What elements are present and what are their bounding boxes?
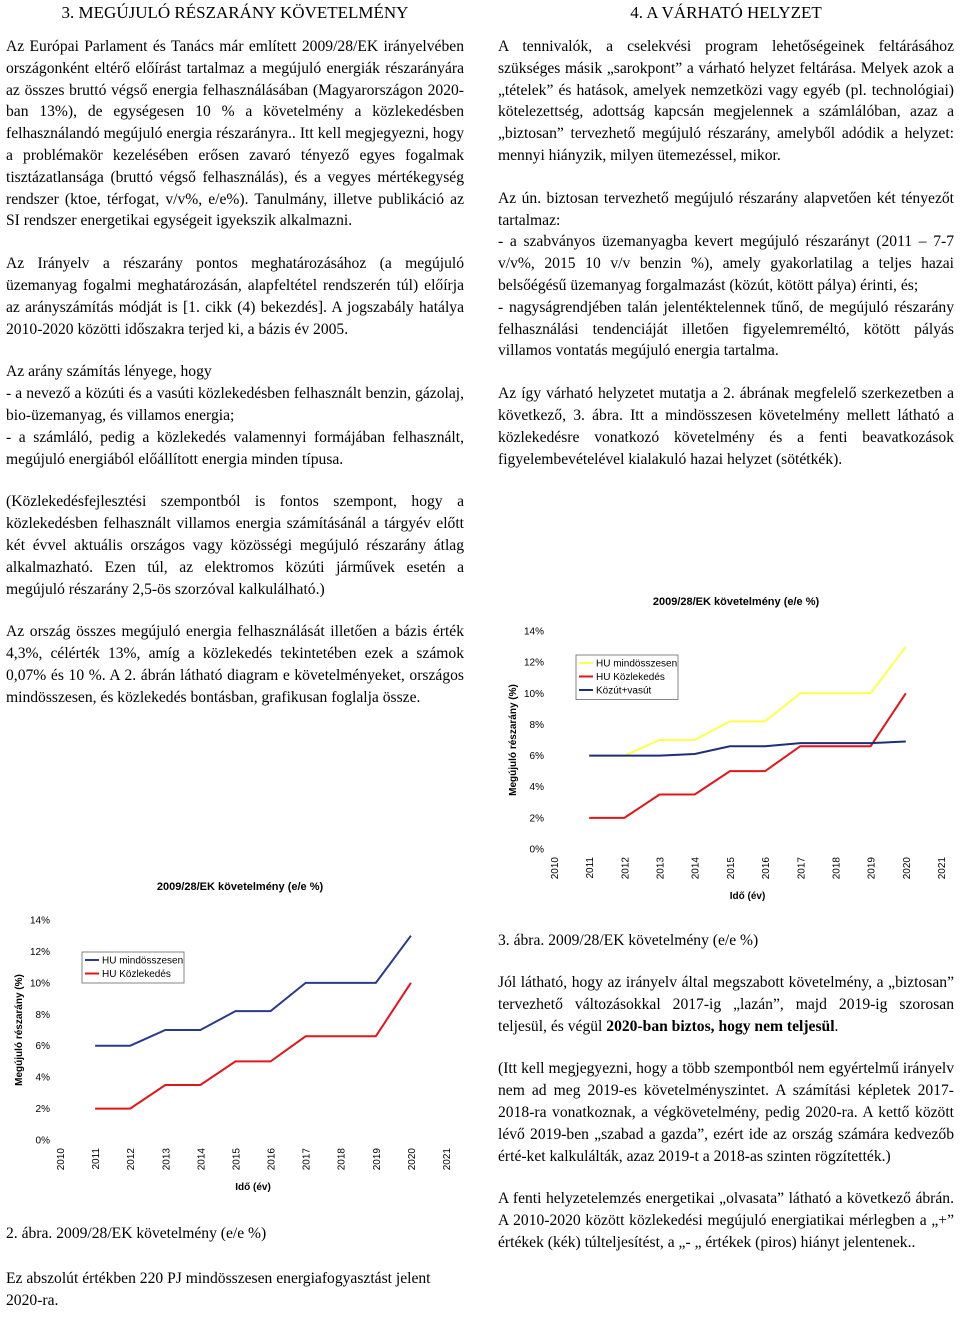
paragraph: (Itt kell megjegyezni, hogy a több szempontból nem egyértelmű irányelv nem ad meg 2019-es követelményszintet. A számítási képletek 2017-2018-ra vonatkoznak, a végkövetelmény, pedig 2020-ra. A kettő között lévő 2019-ben „szabad a gazda”, ezért ide az ország számára kedvezőb érté-ket kalkulálták, azaz 2019-t a 2018-as szinten rögzítették.) [498,1060,954,1165]
x-tick-label: 2016 [266,1148,278,1171]
x-tick-label: 2011 [585,857,597,879]
x-tick-label: 2017 [301,1148,313,1171]
paragraph [498,972,954,1037]
x-tick-label: 2013 [655,857,667,880]
paragraph: A tennivalók, a cselekvési program lehetőségeinek feltárásához szükséges másik „sarokpont” a várható helyzet feltárása. Melyek azok a „tételek” és hatások, amelyek nemzetközi vagy egyéb (pl. technológiai) kötelezettség, adottság kapcsán megjelennek a számlálóban, azaz a „biztosan” tervezhető megújuló részarány, amelyből adódik a helyzet: mennyi hiányzik, milyen ütemezéssel, mikor. [498,38,954,164]
paragraph: Ez abszolút értékben 220 PJ mindösszesen energiafogyasztást jelent 2020-ra. [6,1270,431,1309]
x-tick-label: 2019 [866,857,878,880]
x-tick-label: 2020 [406,1148,418,1171]
paragraph: - a számláló, pedig a közlekedés valamennyi formájában felhasznált, megújuló energiából előállított energia minden típusa. [6,428,464,468]
x-tick-label: 2020 [901,857,913,880]
paragraph: Az így várható helyzetet mutatja a 2. ábrának megfelelő szerkezetben a következő, 3. ábra. Itt a mindösszesen követelmény mellett látható a közlekedésre vonatkozó követelmény és a fenti beavatkozások figyelembevételével kialakuló hazai helyzet (sötétkék). [498,385,954,468]
paragraph: (Közlekedésfejlesztési szempontból is fontos szempont, hogy a közlekedésben felhasznált villamos energia számításánál a tárgyév előtt két évvel aktuális országos vagy közösségi megújuló részarány átlag alkalmazható. Ezen túl, az elektromos közúti járművek esetén a megújuló részarány 2,5-ös szorzóval kalkulálható.) [6,493,464,598]
x-tick-label: 2014 [690,857,702,880]
series-line [589,742,906,756]
y-tick-label: 14% [29,915,50,927]
legend-label: HU mindösszesen [102,955,184,967]
y-tick-label: 6% [35,1041,50,1053]
paragraph: - a nevező a közúti és a vasúti közlekedésben felhasznált benzin, gázolaj, bio-üzemanyag, és villamos energia; [6,385,464,424]
chart-svg [0,872,470,1197]
x-tick-label: 2015 [725,857,737,880]
paragraph-text: . [834,1017,839,1035]
right-column [498,0,954,470]
y-tick-label: 10% [523,688,544,700]
paragraph: Az Európai Parlament és Tanács már említett 2009/28/EK irányelvében országonként eltérő előírást tartalmaz a megújuló energiák részarányára az összes bruttó végső energia felhasználásában (Magyarországon 2020-ban 13%), de egységesen 10 % a követelmény a közlekedésben felhasználandó megújuló energia részarányra.. Itt kell megjegyezni, hogy a problémakör kezelésében erősen zavaró tényező egyes fogalmak tisztázatlansága (bruttó végső felhasználás), és a vegyes mértékegység rendszer (ktoe, térfogat, v/v%, e/e%). Tanulmány, illetve publikáció az SI rendszer energetikai egységeit igyekszik alkalmazni. [6,38,464,230]
chart-title: 2009/28/EK követelmény (e/e %) [652,596,820,608]
paragraph: A fenti helyzetelemzés energetikai „olvasata” látható a következő ábrán. A 2010-2020 között közlekedési megújuló energiatikai mérlegben a „+” értékek (kék) túlteljesítést, a „- „ értékek (piros) hiányt jelentenek.. [498,1190,954,1251]
right-lower-text [498,972,954,1254]
x-tick-label: 2012 [126,1148,138,1171]
legend-label: HU Közlekedés [596,672,665,683]
x-tick-label: 2010 [56,1148,67,1171]
x-axis-label: Idő (év) [729,891,766,902]
left-column [6,0,464,709]
chart-svg [496,585,960,910]
chart-legend [82,952,184,983]
y-axis-label: Megújuló részarány (%) [14,974,25,1086]
figure-3-caption: 3. ábra. 2009/28/EK követelmény (e/e %) [498,932,759,949]
y-tick-label: 0% [529,844,544,856]
y-tick-label: 14% [523,626,544,638]
paragraph: - a szabványos üzemanyagba kevert megújuló részarányt (2011 – 7-7 v/v%, 2015 10 v/v benzin %), amely gyakorlatilag a teljes hazai belsőégésű üzemanyag forgalmazást (közút, kötött pálya) érinti, és; [498,233,954,294]
legend-label: HU mindösszesen [596,658,678,670]
figure-2-caption: 2. ábra. 2009/28/EK követelmény (e/e %) [6,1225,267,1242]
y-tick-label: 4% [35,1072,50,1084]
paragraph: Az ún. biztosan tervezhető megújuló részarány alapvetően két tényezőt tartalmaz: [498,189,954,229]
paragraph: Az arány számítás lényege, hogy [6,363,212,381]
paragraph-text: Jól látható, hogy az irányelv által megszabott követelmény, a „biztosan” tervezhető változásokkal 2017-ig „lazán”, majd 2019-ig szorosan teljesül, és végül [498,974,954,1035]
series-line [95,983,411,1109]
y-tick-label: 12% [29,946,50,958]
x-tick-label: 2011 [91,1148,103,1170]
x-tick-label: 2018 [336,1148,348,1171]
paragraph: Az ország összes megújuló energia felhasználását illetően a bázis érték 4,3%, célérték 13%, amíg a közlekedés tekintetében ezek a számok 0,07% és 10 %. A 2. ábrán látható diagram e követelményeket, országos mindösszesen, és közlekedés bontásban, grafikusan foglalja össze. [6,623,464,706]
x-tick-label: 2013 [161,1148,173,1171]
y-tick-label: 8% [529,719,544,731]
chart-legend [576,655,678,700]
y-tick-label: 8% [35,1009,50,1021]
legend-label: HU Közlekedés [102,969,171,980]
x-tick-label: 2021 [937,857,948,880]
y-tick-label: 2% [529,813,544,825]
figure-3-chart [496,585,960,910]
y-tick-label: 2% [35,1104,50,1116]
x-tick-label: 2012 [620,857,632,880]
legend-label: Közút+vasút [596,685,652,697]
paragraph-bold: 2020-ban biztos, hogy nem teljesül [606,1017,835,1035]
x-tick-label: 2015 [231,1148,243,1171]
section-heading-4: 4. A VÁRHATÓ HELYZET [630,3,822,22]
paragraph: Az Irányelv a részarány pontos meghatározásához (a megújuló üzemanyag fogalmi meghatározásán, alapfeltétel rendszerén túl) előírja az arányszámítás módját is [1. cikk (4) bekezdés]. A jogszabály hatálya 2010-2020 közötti időszakra terjed ki, a bázis év 2005. [6,255,464,338]
y-tick-label: 12% [523,657,544,669]
y-tick-label: 0% [35,1135,50,1147]
y-tick-label: 6% [529,751,544,763]
section-heading-3: 3. MEGÚJULÓ RÉSZARÁNY KÖVETELMÉNY [61,3,409,22]
figure-2-chart [0,872,470,1197]
x-tick-label: 2014 [196,1148,208,1171]
x-tick-label: 2019 [371,1148,383,1171]
y-tick-label: 10% [29,978,50,990]
x-axis-label: Idő (év) [235,1182,271,1193]
y-tick-label: 4% [529,782,544,794]
x-tick-label: 2018 [831,857,843,880]
y-axis-label: Megújuló részarány (%) [508,684,519,796]
chart-title: 2009/28/EK követelmény (e/e %) [156,881,324,893]
x-tick-label: 2021 [442,1148,453,1171]
x-tick-label: 2010 [550,857,561,880]
paragraph: - nagyságrendjében talán jelentéktelennek tűnő, de megújuló részarány felhasználási tendenciáját illetően figyelemreméltó, kötött pályás villamos vontatás megújuló energia tartalma. [498,298,954,360]
x-tick-label: 2017 [796,857,808,880]
x-tick-label: 2016 [761,857,773,880]
